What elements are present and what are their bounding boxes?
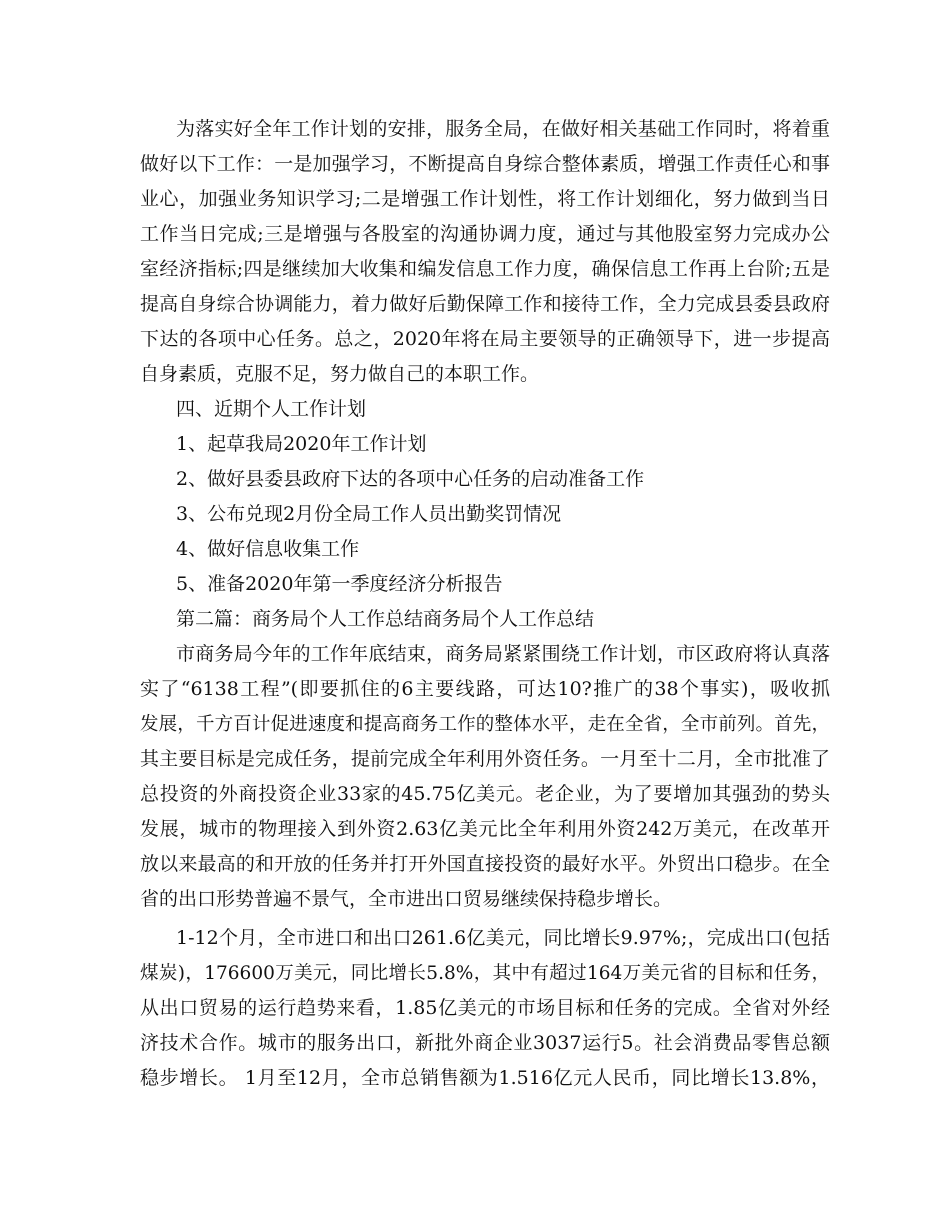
paragraph-line: 总投资的外商投资企业33家的45.75亿美元。老企业，为了要增加其强劲的势头 [140,783,830,805]
paragraph-line: 放以来最高的和开放的任务并打开外国直接投资的最好水平。外贸出口稳步。在全 [140,853,830,875]
paragraph-line: 工作当日完成;三是增强与各股室的沟通协调力度，通过与其他股室努力完成办公 [140,223,830,245]
paragraph-line: 下达的各项中心任务。总之，2020年将在局主要领导的正确领导下，进一步提高 [140,328,830,350]
paragraph-line: 自身素质，克服不足，努力做自己的本职工作。 [140,363,540,385]
document-body [140,112,830,1096]
paragraph-line: 济技术合作。城市的服务出口，新批外商企业3037运行5。社会消费品零售总额 [140,1032,830,1054]
list-item: 4、做好信息收集工作 [176,538,360,560]
paragraph-line: 省的出口形势普遍不景气，全市进出口贸易继续保持稳步增长。 [140,888,673,910]
paragraph-line: 发展，千方百计促进速度和提高商务工作的整体水平，走在全省，全市前列。首先， [140,714,830,735]
chapter-heading: 第二篇：商务局个人工作总结商务局个人工作总结 [176,608,595,630]
paragraph-line: 从出口贸易的运行趋势来看，1.85亿美元的市场目标和任务的完成。全省对外经 [140,997,830,1019]
paragraph-line: 1-12个月，全市进口和出口261.6亿美元，同比增长9.97%;，完成出口(包括 [176,927,830,949]
paragraph-line: 业心，加强业务知识学习;二是增强工作计划性，将工作计划细化，努力做到当日 [140,188,830,210]
paragraph-line: 稳步增长。 1月至12月，全市总销售额为1.516亿元人民币，同比增长13.8%， [140,1067,830,1089]
list-item: 3、公布兑现2月份全局工作人员出勤奖罚情况 [176,503,562,525]
paragraph-line: 煤炭)，176600万美元，同比增长5.8%，其中有超过164万美元省的目标和任务， [140,963,830,984]
list-item: 1、起草我局2020年工作计划 [176,433,427,455]
paragraph-line: 实了“6138工程”(即要抓住的6主要线路，可达10?推广的38个事实)，吸收抓 [140,678,830,700]
section-heading: 四、近期个人工作计划 [176,398,367,420]
paragraph-line: 发展，城市的物理接入到外资2.63亿美元比全年利用外资242万美元，在改革开 [140,818,830,840]
list-item: 2、做好县委县政府下达的各项中心任务的启动准备工作 [176,468,645,490]
paragraph-line: 市商务局今年的工作年底结束，商务局紧紧围绕工作计划，市区政府将认真落 [176,643,830,665]
paragraph-line: 为落实好全年工作计划的安排，服务全局，在做好相关基础工作同时，将着重 [176,118,830,140]
paragraph-line: 室经济指标;四是继续加大收集和编发信息工作力度，确保信息工作再上台阶;五是 [140,258,830,280]
paragraph-line: 提高自身综合协调能力，着力做好后勤保障工作和接待工作，全力完成县委县政府 [140,293,830,315]
paragraph-line: 其主要目标是完成任务，提前完成全年利用外资任务。一月至十二月，全市批准了 [140,748,830,770]
paragraph-line: 做好以下工作：一是加强学习，不断提高自身综合整体素质，增强工作责任心和事 [140,153,830,175]
list-item: 5、准备2020年第一季度经济分析报告 [176,573,503,595]
